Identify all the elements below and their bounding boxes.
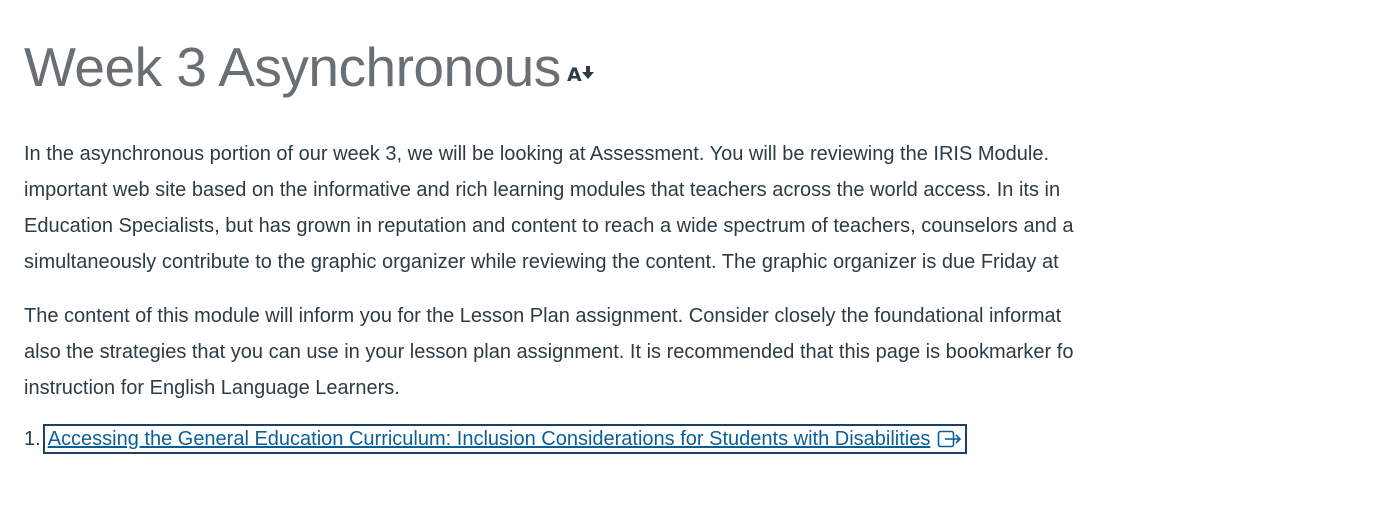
- iris-module-link[interactable]: [43, 424, 968, 454]
- external-link-icon: [937, 429, 963, 449]
- paragraph-line: also the strategies that you can use in your lesson plan assignment. It is recommended that this page is bookmarker fo: [24, 341, 1074, 363]
- list-item: [24, 424, 1261, 454]
- paragraph-line: The content of this module will inform you for the Lesson Plan assignment. Consider closely the foundational informat: [24, 305, 1062, 327]
- intro-paragraph: [24, 136, 1261, 280]
- svg-text:A: A: [566, 64, 582, 84]
- title-row: [24, 30, 1261, 102]
- paragraph-line: Education Specialists, but has grown in reputation and content to reach a wide spectrum of teachers, counselors and a: [24, 215, 1074, 237]
- list-item-number: 1.: [24, 428, 41, 450]
- page-content: [24, 30, 1261, 454]
- paragraph-line: simultaneously contribute to the graphic organizer while reviewing the content. The graphic organizer is due Friday at: [24, 251, 1059, 273]
- iris-module-link-label: Accessing the General Education Curriculum: Inclusion Considerations for Students with Disabilities: [47, 428, 931, 450]
- immersive-reader-icon[interactable]: [567, 64, 599, 84]
- page-title: Week 3 Asynchronous: [24, 36, 561, 98]
- paragraph-line: In the asynchronous portion of our week 3, we will be looking at Assessment. You will be reviewing the IRIS Module.: [24, 143, 1050, 165]
- paragraph-line: important web site based on the informative and rich learning modules that teachers across the world access. In its in: [24, 179, 1061, 201]
- paragraph-line: instruction for English Language Learners.: [24, 377, 400, 399]
- lesson-plan-paragraph: [24, 298, 1261, 406]
